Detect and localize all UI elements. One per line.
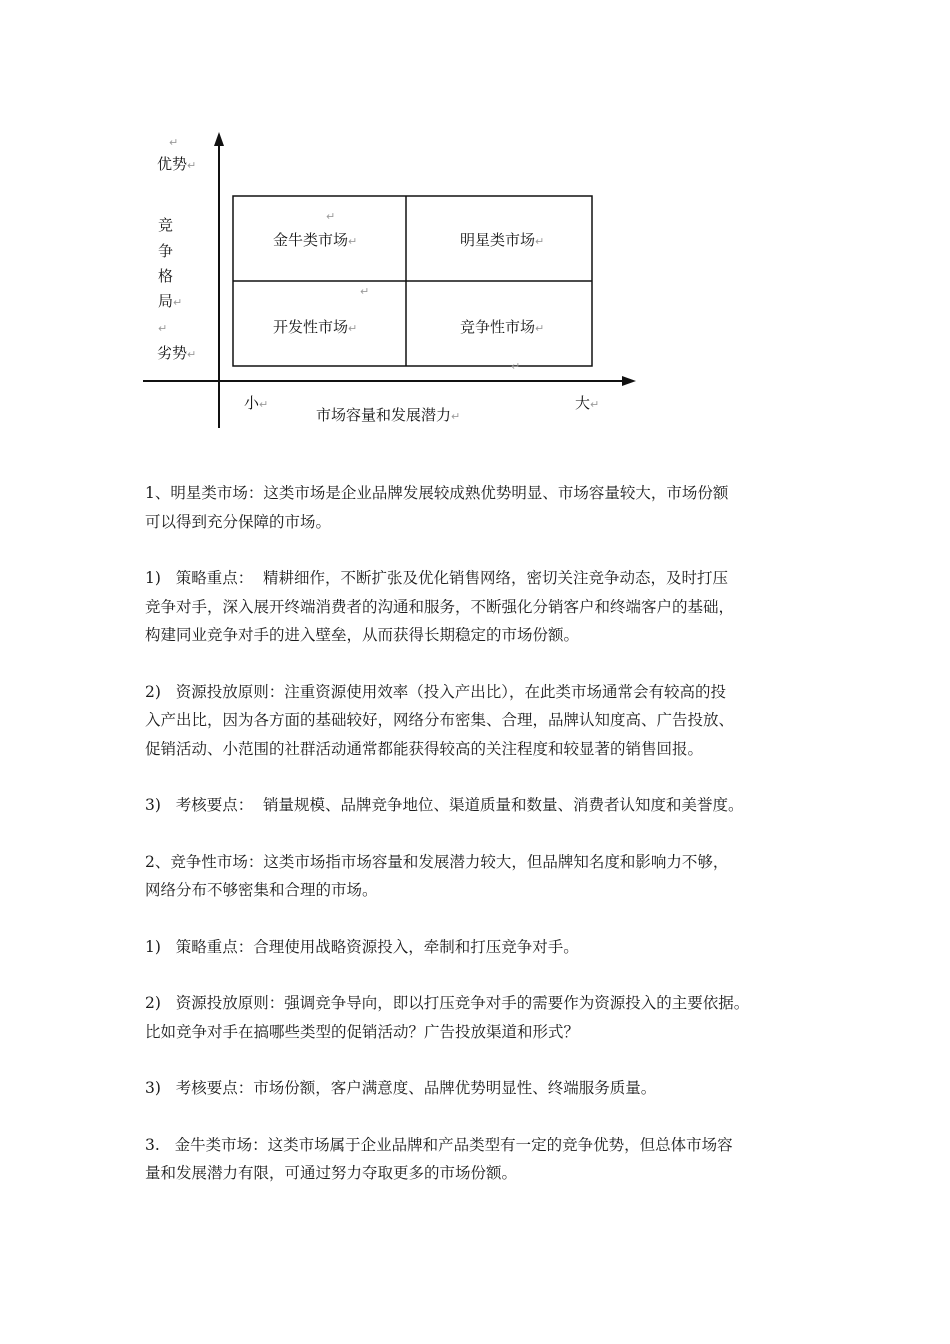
quadrant-top-right-label: 明星类市场↵ xyxy=(460,231,545,249)
y-axis-middle-char-2: 争 xyxy=(158,242,174,260)
paragraph-star-market-intro: 1、明星类市场：这类市场是企业品牌发展较成熟优势明显、市场容量较大，市场份额 可以得到充分保障的市场。 xyxy=(145,484,729,531)
y-axis-middle-char-4: 局↵ xyxy=(158,292,183,310)
paragraph-competitive-resource: 2) 资源投放原则：强调竞争导向，即以打压竞争对手的需要作为资源投入的主要依据。 比如竞争对手在搞哪些类型的促销活动？广告投放渠道和形式？ xyxy=(145,994,750,1041)
paragraph-mark: ↵ xyxy=(326,210,336,223)
quadrant-bottom-right-label: 竞争性市场↵ xyxy=(460,318,545,336)
paragraph-competitive-market-intro: 2、竞争性市场：这类市场指市场容量和发展潜力较大，但品牌知名度和影响力不够， 网络分布不够密集和合理的市场。 xyxy=(145,852,729,899)
document-body xyxy=(145,479,885,1216)
x-axis-center-label: 市场容量和发展潜力↵ xyxy=(316,406,461,424)
paragraph-star-kpi: 3) 考核要点： 销量规模、品牌竞争地位、渠道质量和数量、消费者认知度和美誉度。 xyxy=(145,796,744,814)
quadrant-top-left-label: 金牛类市场↵ xyxy=(273,231,358,249)
x-axis-right-label: 大↵ xyxy=(575,394,600,412)
y-axis-bottom-label: 劣势↵ xyxy=(157,344,197,362)
paragraph-star-strategy: 1) 策略重点： 精耕细作，不断扩张及优化销售网络，密切关注竞争动态，及时打压 竞争对手，深入展开终端消费者的沟通和服务，不断强化分销客户和终端客户的基础， 构建同业竞争对手的进入壁垒，从而获得长期稳定的市场份额。 xyxy=(145,569,735,644)
paragraph-star-resource: 2) 资源投放原则：注重资源使用效率（投入产出比），在此类市场通常会有较高的投 入产出比，因为各方面的基础较好，网络分布密集、合理，品牌认知度高、广告投放、 促销活动、小范围的社群活动通常都能获得较高的关注程度和较显著的销售回报。 xyxy=(145,682,735,758)
y-axis-middle-char-1: 竞 xyxy=(158,216,174,234)
paragraph-competitive-strategy: 1) 策略重点：合理使用战略资源投入，牵制和打压竞争对手。 xyxy=(145,937,579,956)
paragraph-mark: ↵ xyxy=(360,285,370,298)
market-matrix-diagram xyxy=(0,0,950,460)
y-axis-top-label: 优势↵ xyxy=(157,155,197,173)
y-axis-arrow xyxy=(214,132,224,146)
quadrant-bottom-left-label: 开发性市场↵ xyxy=(273,318,358,336)
paragraph-mark: ↵ xyxy=(169,136,179,149)
paragraph-competitive-kpi: 3) 考核要点：市场份额，客户满意度、品牌优势明显性、终端服务质量。 xyxy=(145,1079,657,1097)
x-axis-left-label: 小↵ xyxy=(244,394,269,412)
paragraph-mark: ↵ xyxy=(158,322,168,335)
paragraph-cash-cow-market-intro: 3. 金牛类市场：这类市场属于企业品牌和产品类型有一定的竞争优势，但总体市场容 量和发展潜力有限，可通过努力夺取更多的市场份额。 xyxy=(145,1135,733,1182)
paragraph-mark: ↵ xyxy=(511,360,521,373)
x-axis-arrow xyxy=(622,376,636,386)
y-axis-middle-char-3: 格 xyxy=(158,267,174,285)
